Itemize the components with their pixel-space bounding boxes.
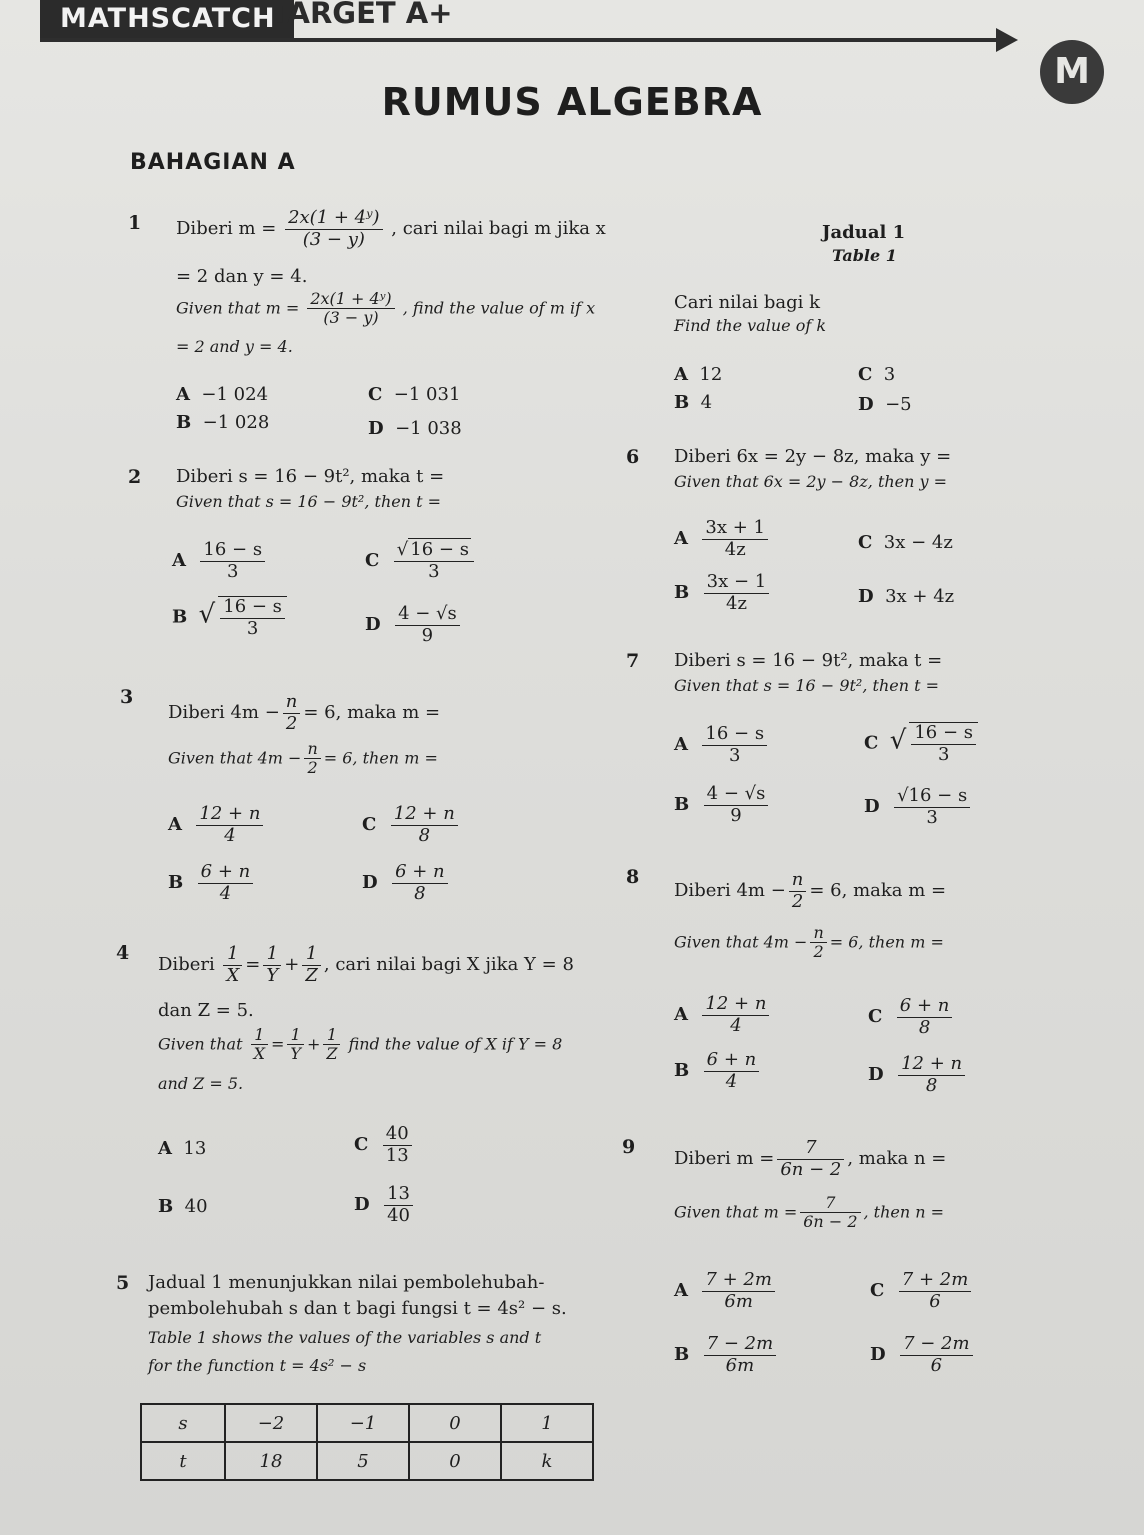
q5-english-line2: for the function t = 4s² − s [148, 1356, 367, 1375]
q7-english: Given that s = 16 − 9t², then t = [674, 676, 940, 695]
table-row [141, 1442, 593, 1480]
q3-english: Given that 4m − $\frac{n}{2}$ = 6, then m = [168, 739, 438, 778]
table-cell: s [141, 1404, 225, 1442]
q5-malay-line2: pembolehubah s dan t bagi fungsi t = 4s² − s. [148, 1298, 567, 1319]
q1-english-suffix: , find the value of m if x [402, 298, 596, 318]
table-cell: 1 [501, 1404, 593, 1442]
q5-english-line1: Table 1 shows the values of the variables s and t [148, 1328, 542, 1347]
q5-malay-question: Cari nilai bagi k [674, 292, 821, 313]
q7-option-c[interactable]: C √ $\frac{16 - s}{3}$ [864, 722, 981, 765]
q6-option-b[interactable]: B $\frac{3x - 1}{4z}$ [674, 572, 772, 614]
table-cell: −2 [225, 1404, 317, 1442]
q5-option-a[interactable]: A 12 [674, 364, 723, 385]
q9-number: 9 [622, 1136, 636, 1158]
q1-option-b[interactable]: B −1 028 [176, 412, 270, 433]
q1-fraction-english: $\frac{\text{2x(1 + 4ʸ)}}{(3 - y)}$ [307, 290, 394, 328]
q1-malay-line1 [176, 208, 606, 250]
table-cell: 18 [225, 1442, 317, 1480]
q5-option-d[interactable]: D −5 [858, 394, 912, 415]
q2-option-b[interactable]: B √ $\frac{16 - s}{3}$ [172, 596, 290, 639]
q1-option-a[interactable]: A −1 024 [176, 384, 269, 405]
section-heading: BAHAGIAN A [130, 150, 296, 175]
mathscatch-logo-icon: M [1040, 40, 1104, 104]
q2-malay: Diberi s = 16 − 9t², maka t = [176, 466, 445, 487]
q4-english-line1: Given that $\frac{1}{X}$ = $\frac{1}{Y}$ + $\frac{1}{Z}$ find the value of X if Y = 8 [158, 1025, 563, 1064]
table-cell: 0 [409, 1404, 501, 1442]
q2-number: 2 [128, 466, 142, 488]
q6-option-a[interactable]: A $\frac{3x + 1}{4z}$ [674, 518, 771, 560]
q3-malay: Diberi 4m − $\frac{n}{2}$ = 6, maka m = [168, 691, 441, 734]
q8-option-d[interactable]: D $\frac{12 + n}{8}$ [868, 1054, 968, 1096]
series-label: TARGET A+ [270, 0, 453, 30]
q8-option-b[interactable]: B $\frac{6 + n}{4}$ [674, 1050, 762, 1092]
q9-malay: Diberi m = $\frac{7}{6n - 2}$ , maka n = [674, 1137, 947, 1180]
q7-number: 7 [626, 650, 640, 672]
q3-option-b[interactable]: B $\frac{6 + n}{4}$ [168, 862, 256, 904]
q4-malay-line1: Diberi $\frac{1}{X}$ = $\frac{1}{Y}$ + $\frac{1}{Z}$ , cari nilai bagi X jika Y = 8 [158, 943, 574, 986]
q6-english: Given that 6x = 2y − 8z, then y = [674, 472, 948, 491]
q6-number: 6 [626, 446, 640, 468]
q3-number: 3 [120, 686, 134, 708]
q4-number: 4 [116, 942, 130, 964]
header-arrow-icon [996, 28, 1018, 52]
table-cell: 5 [317, 1442, 409, 1480]
q1-number: 1 [128, 212, 142, 234]
q5-option-c[interactable]: C 3 [858, 364, 896, 385]
table-caption-malay: Jadual 1 [822, 222, 906, 243]
q9-option-c[interactable]: C $\frac{7 + 2m}{6}$ [870, 1270, 974, 1312]
table-cell: k [501, 1442, 593, 1480]
q9-option-a[interactable]: A $\frac{7 + 2m}{6m}$ [674, 1270, 778, 1312]
q6-option-d[interactable]: D 3x + 4z [858, 586, 955, 607]
q1-english-prefix: Given that m = [176, 298, 300, 318]
q6-malay: Diberi 6x = 2y − 8z, maka y = [674, 446, 952, 467]
q4-english-line2: and Z = 5. [158, 1074, 244, 1093]
brand-label: MATHSCATCH [40, 0, 294, 38]
q8-english: Given that 4m − $\frac{n}{2}$ = 6, then m = [674, 923, 944, 962]
q9-option-d[interactable]: D $\frac{7 - 2m}{6}$ [870, 1334, 976, 1376]
q1-fraction-malay: $\frac{\text{2x(1 + 4ʸ)}}{(3 - y)}$ [285, 208, 382, 250]
q4-option-c[interactable]: C $\frac{40}{13}$ [354, 1124, 415, 1166]
q4-malay-line2: dan Z = 5. [158, 1000, 254, 1021]
q2-option-d[interactable]: D $\frac{4 - √s}{9}$ [365, 604, 463, 646]
q3-option-d[interactable]: D $\frac{6 + n}{8}$ [362, 862, 451, 904]
q1-option-d[interactable]: D −1 038 [368, 418, 462, 439]
q1-english-line1 [176, 290, 595, 328]
q5-number: 5 [116, 1272, 130, 1294]
q8-option-a[interactable]: A $\frac{12 + n}{4}$ [674, 994, 772, 1036]
q1-english-line2: = 2 and y = 4. [176, 337, 293, 356]
header-arrow-line [40, 38, 1000, 42]
page-title: RUMUS ALGEBRA [381, 80, 763, 124]
q3-option-a[interactable]: A $\frac{12 + n}{4}$ [168, 804, 266, 846]
q9-english: Given that m = $\frac{7}{6n - 2}$ , then n = [674, 1193, 945, 1232]
q4-option-d[interactable]: D $\frac{13}{40}$ [354, 1184, 416, 1226]
q8-number: 8 [626, 866, 640, 888]
q4-option-a[interactable]: A 13 [158, 1138, 207, 1159]
q5-malay-line1: Jadual 1 menunjukkan nilai pembolehubah- [148, 1272, 545, 1293]
table-row [141, 1404, 593, 1442]
q5-option-b[interactable]: B 4 [674, 392, 713, 413]
q4-option-b[interactable]: B 40 [158, 1196, 208, 1217]
q6-option-c[interactable]: C 3x − 4z [858, 532, 953, 553]
q7-option-a[interactable]: A $\frac{16 - s}{3}$ [674, 724, 770, 766]
q2-option-a[interactable]: A $\frac{16 - s}{3}$ [172, 540, 268, 582]
q3-option-c[interactable]: C $\frac{12 + n}{8}$ [362, 804, 461, 846]
q1-option-c[interactable]: C −1 031 [368, 384, 461, 405]
q1-malay-line2: = 2 dan y = 4. [176, 266, 308, 287]
q5-english-question: Find the value of k [674, 316, 827, 335]
table-caption-english: Table 1 [832, 246, 897, 265]
table-cell: 0 [409, 1442, 501, 1480]
table-cell: t [141, 1442, 225, 1480]
q8-option-c[interactable]: C $\frac{6 + n}{8}$ [868, 996, 955, 1038]
table-cell: −1 [317, 1404, 409, 1442]
q8-malay: Diberi 4m − $\frac{n}{2}$ = 6, maka m = [674, 869, 947, 912]
q7-option-b[interactable]: B $\frac{4 - √s}{9}$ [674, 784, 771, 826]
q9-option-b[interactable]: B $\frac{7 - 2m}{6m}$ [674, 1334, 779, 1376]
q5-values-table [140, 1403, 594, 1481]
q2-english: Given that s = 16 − 9t², then t = [176, 492, 442, 511]
q2-option-c[interactable]: C $\frac{√ 16 - s}{3}$ [365, 540, 477, 582]
q1-malay-suffix: , cari nilai bagi m jika x [391, 218, 606, 240]
q7-option-d[interactable]: D $\frac{√16 - s}{3}$ [864, 786, 973, 828]
q1-malay-prefix: Diberi m = [176, 218, 277, 240]
q7-malay: Diberi s = 16 − 9t², maka t = [674, 650, 943, 671]
